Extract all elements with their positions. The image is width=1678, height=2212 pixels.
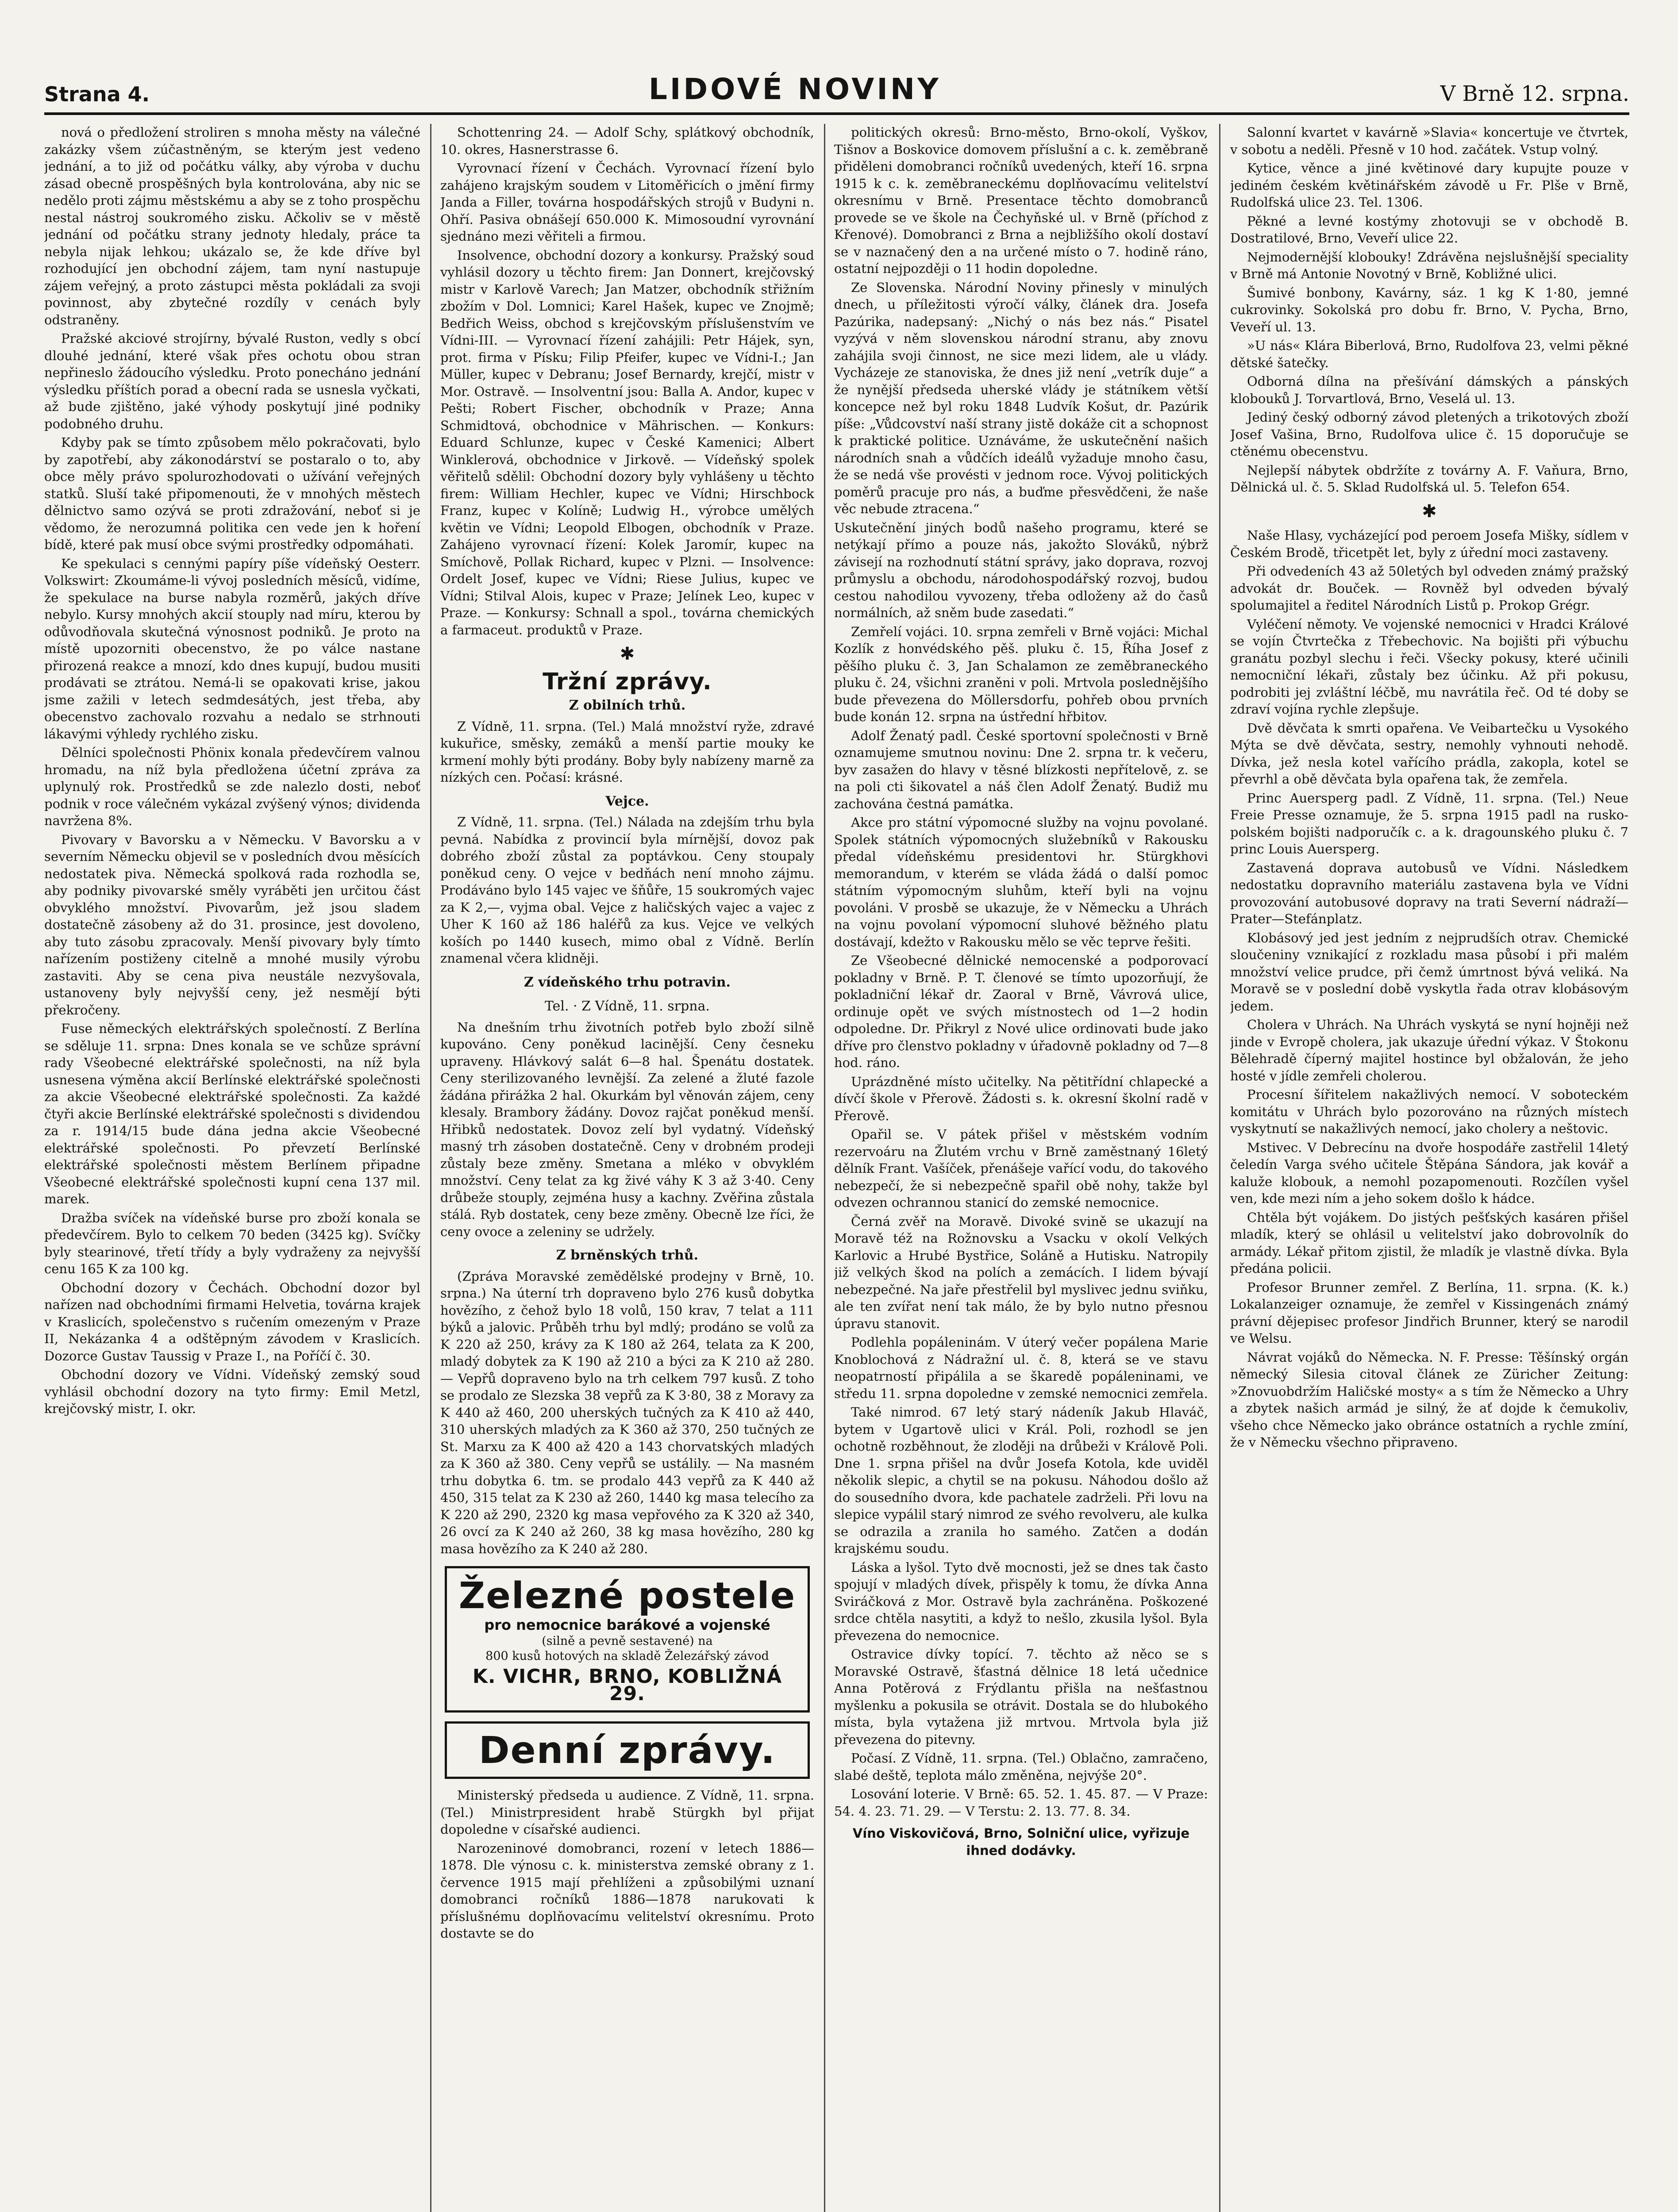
article-paragraph: Narozeninové domobranci, rození v letech 1886—1878. Dle výnosu c. k. ministerstva zemské obrany z 1. července 1915 mají přehlíženi a způsobilými uznaní domobranci ročníků 1886—1878 narukovati k příslušnému doplňovacímu velitelství okresnímu. Proto dostavte se do <box>440 1840 814 1941</box>
issue-date: V Brně 12. srpna. <box>1440 81 1629 106</box>
section-heading-daily-news: Denní zprávy. <box>478 1728 776 1772</box>
article-paragraph: Naše Hlasy, vycházející pod peroem Josefa Mišky, sídlem v Českém Brodě, třicetpět let, byly z úřední moci zastaveny. <box>1230 528 1628 560</box>
article-paragraph: Adolf Ženatý padl. České sportovní společnosti v Brně oznamujeme smutnou novinu: Dne 2. srpna tr. k večeru, byv zasažen do hlavy v těsné blízkosti nepřítelově, z. se na poli cti šikovatel a náš člen Adolf Ženatý. Budiž mu zachována čestná památka. <box>834 728 1208 811</box>
subheading-eggs: Vejce. <box>605 793 649 809</box>
ad-line: pro nemocnice barákové a vojenské <box>484 1617 770 1633</box>
article-paragraph: Z Vídně, 11. srpna. (Tel.) Malá množství ryže, zdravé kukuřice, směsky, zemáků a menší partie mouky ke krmení mohly býti prodány. Boby byly nabízeny marně za nízkých cen. Počasí: krásné. <box>440 718 814 785</box>
article-paragraph: Vyrovnací řízení v Čechách. Vyrovnací řízení bylo zahájeno krajským soudem v Litoměřicích o jmění firmy Janda a Filler, továrna hospodářských strojů v Budyni n. Ohří. Pasiva obnášejí 650.000 K. Mimosoudní vyrovnání sjednáno mezi věřiteli a firmou. <box>440 161 814 244</box>
classified-ad: »U nás« Klára Biberlová, Brno, Rudolfova 23, velmi pěkné dětské šatečky. <box>1230 338 1628 370</box>
classified-ad: Nejmodernější klobouky! Zdrávěna nejslušnější speciality v Brně má Antonie Novotný v Brně, Kobližné ulici. <box>1230 249 1628 281</box>
ad-address: K. VICHR, BRNO, KOBLIŽNÁ 29. <box>472 1665 782 1705</box>
ad-line: (silně a pevně sestavené) na <box>542 1634 713 1648</box>
ad-line: 800 kusů hotových na skladě Železářský závod <box>485 1649 769 1663</box>
subheading-grain: Z obilních trhů. <box>569 698 686 713</box>
article-paragraph: nová o předložení stroliren s mnoha městy na válečné zakázky všem zúčastněným, se kterým jest vedeno jednání, a to již od počátku války, aby výroba v duchu zásad obecně prospěšných byla kontrolována, aby nic se nedělo proti zájmu městskému a aby se z toho prospěchu nestal nástroj soukromého zisku. Ačkoliv se v městě jednání od počátku strany jednoty hledaly, práce ta nebyla nijak lehkou; ukázalo se, že kde dříve byl rozhodující jen obchodní zájem, tam nyní nastupuje zájem veřejný, a proto zástupci města pokládali za svoji povinnost, aby zbytečné rozdíly v cenách byly odstraněny. <box>44 125 420 327</box>
article-paragraph: Také nimrod. 67 letý starý nádeník Jakub Hlaváč, bytem v Ugartově ulici v Král. Poli, rozhodl se jen ochotně rozběhnout, že zloději na drůbeži v Králově Poli. Dne 1. srpna přišel na dvůr Josefa Kotola, kde uviděl několik slepic, a chytil se na pokusu. Náhodou došlo až do sousedního dvora, kde pachatele zadrželi. Při lovu na slepice vypálil starý nimrod ze svého revolveru, ale kulka se odrazila a zranila ho samého. Zatčen a dodán krajskému soudu. <box>834 1405 1208 1556</box>
article-paragraph: Na dnešním trhu životních potřeb bylo zboží silně kupováno. Ceny poněkud lacinější. Ceny česneku upraveny. Hlávkový salát 6—8 hal. Špenátu dostatek. Ceny sterilizovaného levnější. Za zelené a žluté fazole žádána přirážka 2 hal. Okurkám byl věnován zájem, ceny klesaly. Brambory žádány. Dovoz rajčat poněkud menší. Hřibků nedostatek. Dovoz zelí byl vydatný. Vídeňský masný trh zásoben dostatečně. Ceny v drobném prodeji zůstaly beze změny. Smetana a mléko v obvyklém množství. Ceny telat za kg živé váhy K 3 až 3·40. Ceny drůbeže stouply, zejména husy a kachny. Zvěřina zůstala stálá. Ryb dostatek, ceny beze změny. Obecně lze říci, že ceny ovoce a zeleniny se udržely. <box>440 1019 814 1239</box>
article-paragraph: Při odvedeních 43 až 50letých byl odveden známý pražský advokát dr. Bouček. — Rovněž byl odveden bývalý spolumajitel a ředitel Národních Listů p. Prokop Grégr. <box>1230 564 1628 613</box>
article-paragraph: Mstivec. V Debrecínu na dvoře hospodáře zastřelil 14letý čeledín Varga svého učitele Štěpána Sándora, jak kovář a kaluže klobouk, a nemohl pozapomenouti. Rozčílen vyšel ven, kde mezi ním a jeho sokem došlo k hádce. <box>1230 1140 1628 1206</box>
separator-star-icon: ✱ <box>620 644 635 664</box>
article-paragraph: Princ Auersperg padl. Z Vídně, 11. srpna. (Tel.) Neue Freie Presse oznamuje, že 5. srpna 1915 padl na rusko-polském bojišti nadporučík c. a k. dragounského pluku č. 7 princ Louis Auersperg. <box>1230 790 1628 856</box>
article-paragraph: Z Vídně, 11. srpna. (Tel.) Nálada na zdejším trhu byla pevná. Nabídka z provincií byla mírnější, dovoz pak dobrého zboží zůstal za poptávkou. Ceny stoupaly poněkud ceny. O vejce v bedňách není mnoho zájmu. Prodáváno bylo 145 vajec ve šňůře, 15 soukromých vajec za K 2,—, vyjma obal. Vejce z haličských vajec a vajec z Uher K 160 až 186 haléřů za kus. Vejce ve velkých koších po 1440 kusech, mimo obal z Vídně. Berlín znamenal včera klidněji. <box>440 814 814 966</box>
newspaper-title: LIDOVÉ NOVINY <box>648 72 941 106</box>
article-paragraph: Insolvence, obchodní dozory a konkursy. Pražský soud vyhlásil dozory u těchto firem: Jan Donnert, krejčovský mistr v Karlově Varech; Jan Matzer, obchodník střižním zbožím v Dol. Lomnici; Karel Hašek, kupec ve Znojmě; Bedřich Weiss, obchod s krejčovským příslušenstvím ve Vídni-III. — Vyrovnací řízení zahájili: Petr Hájek, syn, prot. firma v Písku; Filip Pfeifer, kupec ve Vídni-I.; Jan Müller, kupec v Debranu; Josef Bernardy, krejčí, mistr v Mor. Ostravě. — Insolventní jsou: Balla A. Andor, kupec v Pešti; Robert Fischer, obchodník v Praze; Anna Schmidtová, obchodnice v Mährischen. — Konkurs: Eduard Schlunze, kupec v České Kamenici; Albert Winklerová, obchodnice v Jirkově. — Vídeňský spolek věřitelů sdělil: Obchodní dozory byly vyhlášeny u těchto firem: William Hechler, kupec ve Vídni; Hirschbock Franz, kupec v Kolíně; Ludwig H., výrobce umělých květin ve Vídni; Leopold Elbogen, obchodník v Praze. Zahájeno vyrovnací řízení: Kolek Jaromír, kupec na Smíchově, Pollak Richard, kupec v Plzni. — Insolvence: Ordelt Josef, kupec ve Vídni; Riese Julius, kupec ve Vídni; Stilval Alois, kupec v Praze; Jelínek Leo, kupec v Praze. — Konkursy: Schnall a spol., továrna chemických a farmaceut. produktů v Praze. <box>440 247 814 637</box>
ad-title: Železné postele <box>458 1575 796 1617</box>
column-2 <box>440 124 814 2212</box>
article-paragraph: Ke spekulaci s cennými papíry píše vídeňský Oesterr. Volkswirt: Zkoumáme-li vývoj posledních měsíců, vidíme, že spekulace na burse nabyla rozměrů, jakých dříve nebylo. Kursy mnohých akcií stouply nad míru, kterou by odůvodňovala skutečná výnosnost podniků. Je proto na místě upozorniti obecenstvo, že po válce nastane přirozená reakce a mnozí, kdo dnes kupují, budou musiti prodávati se ztrátou. Nemá-li se opakovati krise, jakou jsme zažili v letech sedmdesátých, jest třeba, aby obecenstvo zachovalo rozvahu a nedalo se strhnouti lákavými výhledy rychlého zisku. <box>44 556 420 741</box>
article-paragraph: Obchodní dozory ve Vídni. Vídeňský zemský soud vyhlásil obchodní dozory na tyto firmy: Emil Metzl, krejčovský mistr, I. okr. <box>44 1367 420 1416</box>
article-paragraph: Schottenring 24. — Adolf Schy, splátkový obchodník, 10. okres, Hasnerstrasse 6. <box>440 125 814 157</box>
column-3 <box>834 124 1208 2212</box>
column-rule <box>430 124 431 2212</box>
classified-ad: Odborná dílna na přešívání dámských a pánských klobouků J. Torvartlová, Brno, Veselá ul. 13. <box>1230 374 1628 406</box>
section-heading-market: Tržní zprávy. <box>543 668 712 695</box>
article-paragraph: Losování loterie. V Brně: 65. 52. 1. 45. 87. — V Praze: 54. 4. 23. 71. 29. — V Terstu: 2. 13. 77. 8. 34. <box>834 1786 1208 1819</box>
separator-star-icon: ✱ <box>1422 501 1437 522</box>
column-rule <box>1219 124 1220 2212</box>
article-paragraph: Zastavená doprava autobusů ve Vídni. Následkem nedostatku dopravního materiálu zastavena byla ve Vídni provozování autobusové dopravy na trati Severní nádraží—Prater—Stefánplatz. <box>1230 860 1628 926</box>
article-paragraph: Akce pro státní výpomocné služby na vojnu povolané. Spolek státních výpomocných služebníků v Rakousku předal vídeňskému presidentovi hr. Stürgkhovi memorandum, v kterém se vláda žádá o další pomoc státním výpomocným sluhům, kteří byli na vojnu povoláni. V prosbě se ukazuje, že v Německu a Uhrách na vojnu povolaní výpomocní sluhové běžného platu dostávají, kdežto v Rakousku mělo se věc teprve řešiti. <box>834 815 1208 949</box>
article-paragraph: Opařil se. V pátek přišel v městském vodním rezervoáru na Žlutém vrchu v Brně zaměstnaný 16letý dělník Frant. Vašíček, přenášeje vařící vodu, do takového nebezpečí, že si nebezpečně spařil obě nohy, takže byl odvezen ochrannou stanicí do zemské nemocnice. <box>834 1127 1208 1210</box>
masthead <box>44 66 1629 115</box>
article-paragraph: Návrat vojáků do Německa. N. F. Presse: Těšínský orgán německý Silesia citoval článek ze Züricher Zeitung: »Znovuobdržím Haličské mosty« a s tím že Německo a Uhry a zbytek našich armád je silný, že ať dojde k čemukoliv, všeho chce Německo jako obránce ostatních a rychle zmíní, že v Německu všechno připraveno. <box>1230 1349 1628 1450</box>
article-paragraph: (Zpráva Moravské zemědělské prodejny v Brně, 10. srpna.) Na úterní trh dopraveno bylo 276 kusů dobytka hovězího, z čehož bylo 18 volů, 150 krav, 7 telat a 111 býků a jalovic. Průběh trhu byl mdlý; prodáno se volů za K 220 až 250, krávy za K 180 až 264, telata za K 200, mladý dobytek za K 190 až 210 a býci za K 210 až 280. — Vepřů dopraveno bylo na trh celkem 797 kusů. Z toho se prodalo ze Slezska 38 vepřů za K 3·80, 38 z Moravy za K 440 až 460, 200 uherských tučných za K 410 až 440, 310 uherských mladých za K 360 až 370, 250 tučných ze St. Marxu za K 400 až 420 a 143 chorvatských mladých za K 360 až 380. Ceny vepřů se ustálily. — Na masném trhu dobytka 6. tm. se prodalo 443 vepřů za K 440 až 450, 315 telat za K 230 až 260, 1440 kg masa telecího za K 220 až 290, 2320 kg masa vepřového za K 320 až 340, 26 ovcí za K 240 až 260, 38 kg masa hovězího, 280 kg masa hovězího za K 240 až 280. <box>440 1268 814 1556</box>
article-paragraph: Ze Všeobecné dělnické nemocenské a podporovací pokladny v Brně. P. T. členové se tímto upozorňují, že pokladniční lékař dr. Zaoral v Brně, Vávrová ulice, ordinuje opět ve svých místnostech od 1—2 hodin odpoledne. Dr. Přikryl z Nové ulice ordinovati bude jako dříve pro členstvo pokladny v úřadovně pokladny od 7—8 hod. ráno. <box>834 953 1208 1070</box>
article-paragraph: Zemřelí vojáci. 10. srpna zemřeli v Brně vojáci: Michal Kozlík z honvédského pěš. pluku č. 15, Říha Josef z pěšího pluku č. 3, Jan Schalamon ze zeměbraneckého pluku č. 24, všichni zraněni v poli. Mrtvola poslednějšího bude převezena do Möllersdorfu, pohřeb obou prvních bude konán 12. srpna na ústřední hřbitov. <box>834 624 1208 724</box>
article-paragraph: Počasí. Z Vídně, 11. srpna. (Tel.) Oblačno, zamračeno, slabé deště, teplota málo změněna, nejvýše 20°. <box>834 1751 1208 1783</box>
column-rule <box>824 124 825 2212</box>
column-1 <box>44 124 420 2212</box>
dateline: Tel. · Z Vídně, 11. srpna. <box>544 998 710 1014</box>
article-paragraph: Láska a lyšol. Tyto dvě mocnosti, jež se dnes tak často spojují v mladých dívek, přispěly k tomu, že dívka Anna Sviráčková z Mor. Ostravě byla zachráněna. Poškozené srdce chtěla nasytiti, a když to nešlo, zkusila lyšol. Byla převezena do nemocnice. <box>834 1559 1208 1643</box>
article-paragraph: Pivovary v Bavorsku a v Německu. V Bavorsku a v severním Německu objevil se v posledních dvou měsících nedostatek piva. Německá spolková rada rozhodla se, aby podniky pivovarské směly vyráběti jen určitou část obvyklého množství. Pivovarům, jež jsou sladem dostatečně zásobeny až do 31. prosince, jest dovoleno, aby tuto zásobu zpracovaly. Menší pivovary byly tímto nařízením postiženy citelně a mnohé musily výrobu zastaviti. Aby se cena piva neustále nezvyšovala, ustanoveny byly nejvyšší ceny, jež nesmějí býti překročeny. <box>44 832 420 1018</box>
classified-ad: Jediný český odborný závod pletených a trikotových zboží Josef Vašina, Brno, Rudolfova ulice č. 15 doporučuje se ctěnému obecenstvu. <box>1230 410 1628 459</box>
column-4 <box>1230 124 1628 2212</box>
page-label: Strana 4. <box>44 82 150 106</box>
article-paragraph: Dvě děvčata k smrti opařena. Ve Veibartečku u Vysokého Mýta se dvě děvčata, sestry, nemohly vyhnouti nehodě. Dívka, jež nesla kotel vařícího prádla, zakopla, kotel se převrhl a obě děvčata byla opařena tak, že zemřela. <box>1230 720 1628 787</box>
subheading-vienna-market: Z vídeňského trhu potravin. <box>524 974 731 990</box>
subheading-brno-market: Z brněnských trhů. <box>556 1248 699 1263</box>
article-paragraph: Ostravice dívky topící. 7. těchto až něco se s Moravské Ostravě, šťastná dělnice 18 letá učednice Anna Potěrová z Frýdlantu přišla na nešťastnou myšlenku a pokusila se otrávit. Dostala se do hlubokého místa, byla vytažena již mrtvou. Mrtvola byla již převezena do pitevny. <box>834 1647 1208 1747</box>
article-paragraph: Procesní šířitelem nakažlivých nemocí. V soboteckém komitátu v Uhrách bylo pozorováno na různých místech vyskytnutí se nakažlivých nemocí, jako cholery a neštovic. <box>1230 1087 1628 1136</box>
article-paragraph: politických okresů: Brno-město, Brno-okolí, Vyškov, Tišnov a Boskovice domovem příslušní a c. k. zeměbraně přiděleni domobranci ročníků uvedených, kteří 16. srpna 1915 k c. k. zeměbraneckému doplňovacímu velitelství okresnímu v Brně. Presentace těchto domobranců provede se ve škole na Čechyňské ul. v Brně (příchod z Křenové). Domobranci z Brna a nejbližšího okolí dostaví se v naznačený den a na určené místo o 7. hodině ráno, ostatní nejpozději o 11 hodin dopoledne. <box>834 125 1208 276</box>
classified-ad: Kytice, věnce a jiné květinové dary kupujte pouze v jediném českém květinářském závodě u Fr. Plše v Brně, Rudolfská ulice 23. Tel. 1306. <box>1230 161 1628 210</box>
article-paragraph: Dělníci společnosti Phönix konala předevčírem valnou hromadu, na níž byla předložena účetní zpráva za uplynulý rok. Prostředků se zde nalezlo dosti, neboť podnik v roce válečném vykázal zvýšený výnos; dividenda navržena 8%. <box>44 745 420 828</box>
article-paragraph: Uskutečnění jiných bodů našeho programu, které se netýkají přímo a pouze nás, jakožto Slováků, nýbrž závisejí na rozhodnutí státní správy, jako doprava, rozvoj průmyslu a obchodu, národohospodářský rozvoj, budou cestou nahodilou vyvozeny, třeba odloženy až do časů normálních, až sněm bude zasedati.“ <box>834 520 1208 620</box>
article-paragraph: Uprázdněné místo učitelky. Na pětitřídní chlapecké a dívčí škole v Přerově. Žádosti s. k. okresní školní radě v Přerově. <box>834 1074 1208 1123</box>
article-paragraph: Ze Slovenska. Národní Noviny přinesly v minulých dnech, u příležitosti výročí války, článek dra. Josefa Pazúrika, nadepsaný: „Nichý o nás bez nás.“ Pisatel vyzývá v něm slovenskou národní stranu, aby znovu zahájila svoji činnost, ne sice mezi lidem, ale u vlády. Vycházeje ze stanoviska, že dnes již není „vetrík duje“ a že nynější předseda uherské vlády je státníkem větší koncepce než byl roku 1848 Ludvík Košut, dr. Pazúrik píše: „Vůdcovství naší strany jistě dokáže cit a schopnost k praktické politice. Uznáváme, že uskutečnění našich národních snah a vůdčích ideálů vyžaduje mnoho času, že se nedá vše provésti v jednom roce. Vývoj politických poměrů pracuje pro nás, a buďme přesvědčeni, že naše věc nebude ztracena.“ <box>834 280 1208 516</box>
classified-ad: Pěkné a levné kostýmy zhotovuji se v obchodě B. Dostratilové, Brno, Veveří ulice 22. <box>1230 213 1628 246</box>
advertisement-iron-beds <box>445 1566 810 1713</box>
article-columns <box>44 124 1629 2212</box>
article-paragraph: Ministerský předseda u audience. Z Vídně, 11. srpna. (Tel.) Ministrpresident hrabě Stürgkh byl přijat dopoledne v císařské audienci. <box>440 1788 814 1837</box>
article-paragraph: Podlehla popáleninám. V úterý večer popálena Marie Knoblochová z Nádražní ul. č. 8, která se ve stavu neopatrností připálila a se škaredě popáleninami, ve středu 11. srpna dopoledne v zemské nemocnici zemřela. <box>834 1335 1208 1401</box>
article-paragraph: Pražské akciové strojírny, bývalé Ruston, vedly s obcí dlouhé jednání, které však přes ochotu obou stran nepřineslo žádoucího výsledku. Proto ponecháno jednání výsledku příštích porad a obecní rada se usnesla vyčkati, až bude zjištěno, jaké výhody poskytují jiné podniky podobného druhu. <box>44 331 420 431</box>
article-paragraph: Profesor Brunner zemřel. Z Berlína, 11. srpna. (K. k.) Lokalanzeiger oznamuje, že zemřel v Kissingenách známý právní dějepisec profesor Jindřich Brunner, který se narodil ve Welsu. <box>1230 1279 1628 1346</box>
article-paragraph: Kdyby pak se tímto způsobem mělo pokračovati, bylo by zapotřebí, aby zákonodárství se postaralo o to, aby obce měly právo spolurozhodovati o užívání veřejných statků. Sluší také připomenouti, že v mnohých městech dělnictvo samo ozývá se proti zdražování, neboť si je vědomo, že nerozumná politika cen vede jen k hoření bídě, které pak musí obce svými prostředky odpomáhati. <box>44 435 420 552</box>
article-paragraph: Fuse německých elektrářských společností. Z Berlína se sděluje 11. srpna: Dnes konala se ve schůze správní rady Všeobecné elektrářské společnosti, na níž byla usnesena výměna akcií Berlínské elektrářské společnosti za akcie Všeobecné elektrářské společnosti. Za každé čtyři akcie Berlínské elektrářské společnosti s dividendou za r. 1914/15 bude dána jedna akcie Všeobecné elektrářské společnosti. Po převzetí Berlínské elektrářské společnosti městem Berlínem připadne Všeobecné elektrářské společnosti kupní cena 137 mil. marek. <box>44 1021 420 1206</box>
classified-ad: Salonní kvartet v kavárně »Slavia« koncertuje ve čtvrtek, v sobotu a neděli. Přesně v 10 hod. začátek. Vstup volný. <box>1230 125 1628 157</box>
article-paragraph: Černá zvěř na Moravě. Divoké svině se ukazují na Moravě též na Rožnovsku a Vsacku v okolí Velkých Karlovic a Hrubé Bystřice, Soláně a Hutisku. Natropily již velkých škod na polích a zemácích. I lidem bývají nebezpečné. Na jaře přestřelil byl myslivec jednu sviňku, ale ten zvířat není tak málo, že by bylo nutno přesnou úpravu stanovit. <box>834 1214 1208 1331</box>
classified-ad: Šumivé bonbony, Kavárny, sáz. 1 kg K 1·80, jemné cukrovinky. Sokolská pro dobu fr. Brno, V. Pycha, Brno, Veveří ul. 13. <box>1230 285 1628 334</box>
article-paragraph: Chtěla být vojákem. Do jistých pešťských kasáren přišel mladík, který se ohlásil u velitelství jako dobrovolník do armády. Lékař přitom zjistil, že mladík je vlastně dívka. Byla předána policii. <box>1230 1210 1628 1276</box>
article-paragraph: Klobásový jed jest jedním z nejprudších otrav. Chemické sloučeniny vznikající z rozkladu masa působí i při malém množství velice prudce, při čemž úmrtnost bývá veliká. Na Moravě se v poslední době vyskytla řada otrav klobásovým jedem. <box>1230 930 1628 1014</box>
section-banner-daily-news <box>445 1721 810 1779</box>
article-paragraph: Cholera v Uhrách. Na Uhrách vyskytá se nyní hojněji než jinde v Evropě cholera, jak ukazuje úřední výkaz. V Štokonu Bělehradě číperný majitel hostince byl obžalován, že jeho hosté v jídle zemřeli cholerou. <box>1230 1017 1628 1083</box>
classified-ad: Nejlepší nábytek obdržíte z továrny A. F. Vaňura, Brno, Dělnická ul. č. 5. Sklad Rudolfská ul. 5. Telefon 654. <box>1230 462 1628 495</box>
footer-advertisement: Víno Viskovičová, Brno, Solniční ulice, vyřizuje ihned dodávky. <box>852 1826 1190 1858</box>
article-paragraph: Dražba svíček na vídeňské burse pro zboží konala se předevčírem. Bylo to celkem 70 beden (3425 kg). Svíčky byly stearinové, třetí třídy a byly vydraženy za nejvyšší cenu 165 K za 100 kg. <box>44 1210 420 1276</box>
article-paragraph: Obchodní dozory v Čechách. Obchodní dozor byl nařízen nad obchodními firmami Helvetia, továrna krajek v Kraslicích, společenstvo s ručením omezeným v Praze II, Nekázanka 4 a odštěpným závodem v Kraslicích. Dozorce Gustav Taussig v Praze I., na Poříčí č. 30. <box>44 1280 420 1363</box>
article-paragraph: Vyléčení němoty. Ve vojenské nemocnici v Hradci Králové se vojín Čtvrtečka z Třebechovic. Na bojišti při výbuchu granátu pozbyl slechu i řeči. Všecky pokusy, které učinili nemocniční lékaři, zůstaly bez účinku. Až při pokusu, podrobiti jej zvláštní léčbě, mu navrátila řeč. Od té doby se zdraví vojína rychle zlepšuje. <box>1230 616 1628 717</box>
